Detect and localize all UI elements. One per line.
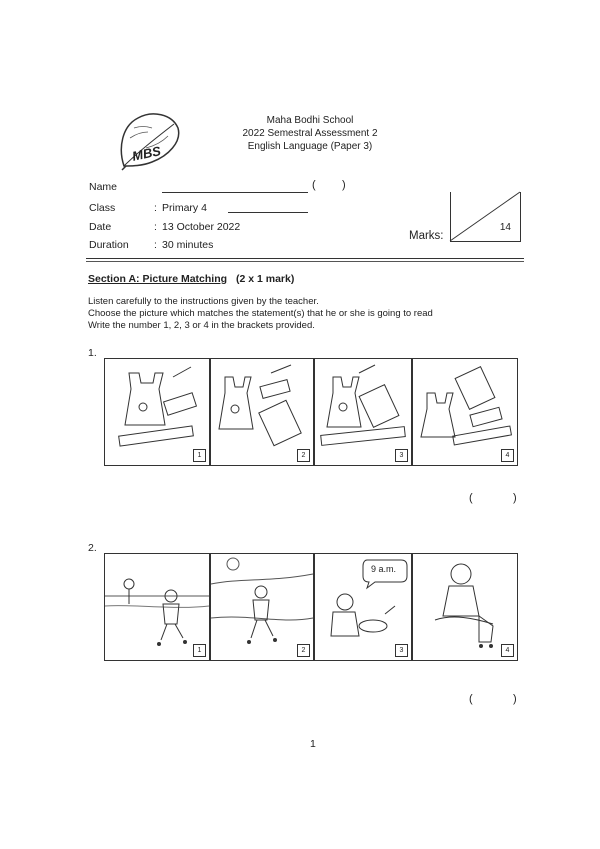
class-sep: :	[154, 202, 157, 214]
section-title	[88, 273, 294, 285]
subject-title: English Language (Paper 3)	[247, 141, 373, 152]
q1-panel-3[interactable]	[314, 358, 412, 466]
q2-answer-bracket-open: (	[469, 693, 473, 705]
q2-panel-1-number: 1	[193, 644, 206, 657]
date-value: 13 October 2022	[162, 221, 241, 233]
q2-panel-1[interactable]	[104, 553, 210, 661]
duration-sep: :	[154, 239, 157, 251]
class-value: Primary 4	[162, 202, 207, 214]
q2-answer-bracket-close: )	[513, 693, 517, 705]
marks-label: Marks:	[409, 230, 444, 242]
name-label: Name	[89, 181, 118, 193]
q2-panel-2[interactable]	[210, 553, 314, 661]
school-logo	[116, 108, 182, 170]
section-title-text: Section A: Picture Matching	[88, 273, 228, 285]
q1-answer-bracket-close: )	[513, 492, 517, 504]
q2-panel-2-number: 2	[297, 644, 310, 657]
q1-panel-3-number: 3	[395, 449, 408, 462]
duration-value: 30 minutes	[162, 239, 214, 251]
school-name: Maha Bodhi School	[266, 115, 354, 126]
header-divider	[86, 258, 524, 259]
q1-answer-space[interactable]	[478, 492, 512, 506]
q2-panel-4[interactable]	[412, 553, 518, 661]
instruction-2: Choose the picture which matches the statement(s) that he or she is going to read	[88, 308, 433, 319]
class-label: Class	[89, 202, 116, 214]
q2-panel-3[interactable]	[314, 553, 412, 661]
q1-panel-2-number: 2	[297, 449, 310, 462]
section-marks: (2 x 1 mark)	[235, 273, 295, 285]
header-divider-2	[86, 261, 524, 262]
name-line[interactable]	[162, 192, 308, 193]
leaf-logo-icon	[116, 108, 182, 170]
assessment-title: 2022 Semestral Assessment 2	[242, 128, 378, 139]
q2-answer-space[interactable]	[478, 693, 512, 707]
q1-panel-4[interactable]	[412, 358, 518, 466]
page-number: 1	[310, 738, 316, 750]
name-bracket-open: (	[312, 179, 316, 191]
marks-diagonal	[450, 192, 521, 242]
q1-panel-1-number: 1	[193, 449, 206, 462]
name-bracket-close: )	[342, 179, 346, 191]
instruction-3: Write the number 1, 2, 3 or 4 in the brackets provided.	[88, 320, 315, 331]
duration-label: Duration	[89, 239, 129, 251]
q1-panel-2[interactable]	[210, 358, 314, 466]
q2-panel-3-number: 3	[395, 644, 408, 657]
q2-panel-4-number: 4	[501, 644, 514, 657]
question-2-number: 2.	[88, 542, 97, 554]
marks-box	[450, 192, 521, 242]
instruction-1: Listen carefully to the instructions given by the teacher.	[88, 296, 319, 307]
logo-letters: MBS	[130, 143, 163, 164]
q1-answer-bracket-open: (	[469, 492, 473, 504]
date-sep: :	[154, 221, 157, 233]
marks-total: 14	[499, 222, 511, 233]
q1-panel-4-number: 4	[501, 449, 514, 462]
clock-speech-text: 9 a.m.	[371, 564, 397, 574]
q1-panel-1[interactable]	[104, 358, 210, 466]
question-1-number: 1.	[88, 347, 97, 359]
date-label: Date	[89, 221, 112, 233]
class-line[interactable]	[228, 212, 308, 213]
